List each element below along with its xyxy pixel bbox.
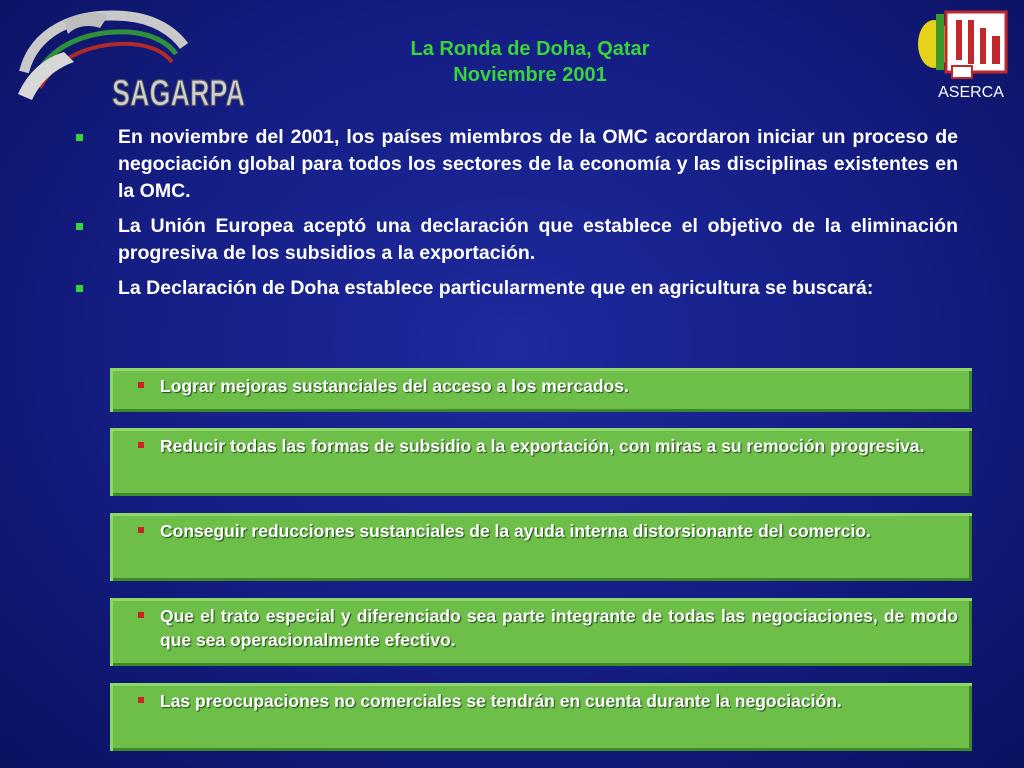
title-line-1: La Ronda de Doha, Qatar xyxy=(410,38,650,60)
box-bullet-icon xyxy=(138,382,144,388)
box-bullet-icon xyxy=(138,612,144,618)
objective-text: Que el trato especial y diferenciado sea parte integrante de todas las negociaciones, de modo que sea operacionalmente efectivo. xyxy=(160,606,958,650)
bullet-square-icon xyxy=(76,223,83,230)
objective-text: Las preocupaciones no comerciales se tendrán en cuenta durante la negociación. xyxy=(160,691,842,711)
bullet-item xyxy=(76,213,958,267)
objective-box xyxy=(110,428,972,496)
slide-title xyxy=(300,36,760,88)
box-bullet-icon xyxy=(138,527,144,533)
objective-box xyxy=(110,598,972,666)
objective-box xyxy=(110,513,972,581)
bullet-square-icon xyxy=(76,134,83,141)
objective-text: Lograr mejoras sustanciales del acceso a los mercados. xyxy=(160,376,629,396)
sagarpa-logo-text: SAGARPA xyxy=(112,71,245,114)
main-bullet-list xyxy=(76,124,958,310)
bullet-text: En noviembre del 2001, los países miembros de la OMC acordaron iniciar un proceso de negociación global para todos los sectores de la economía y las disciplinas existentes en la OMC. xyxy=(118,126,958,202)
box-bullet-icon xyxy=(138,697,144,703)
objective-text: Conseguir reducciones sustanciales de la ayuda interna distorsionante del comercio. xyxy=(160,521,871,541)
bullet-square-icon xyxy=(76,285,83,292)
aserca-logo-text: ASERCA xyxy=(938,84,1004,101)
box-bullet-icon xyxy=(138,442,144,448)
objective-box xyxy=(110,368,972,412)
objective-text: Reducir todas las formas de subsidio a la exportación, con miras a su remoción progresiva. xyxy=(160,436,925,456)
bullet-text: La Unión Europea aceptó una declaración que establece el objetivo de la eliminación progresiva de los subsidios a la exportación. xyxy=(118,215,958,264)
title-line-2: Noviembre 2001 xyxy=(453,64,607,86)
bullet-text: La Declaración de Doha establece particularmente que en agricultura se buscará: xyxy=(118,277,874,299)
sagarpa-logo xyxy=(4,2,245,114)
objective-box xyxy=(110,683,972,751)
bullet-item xyxy=(76,275,958,302)
bullet-item xyxy=(76,124,958,205)
